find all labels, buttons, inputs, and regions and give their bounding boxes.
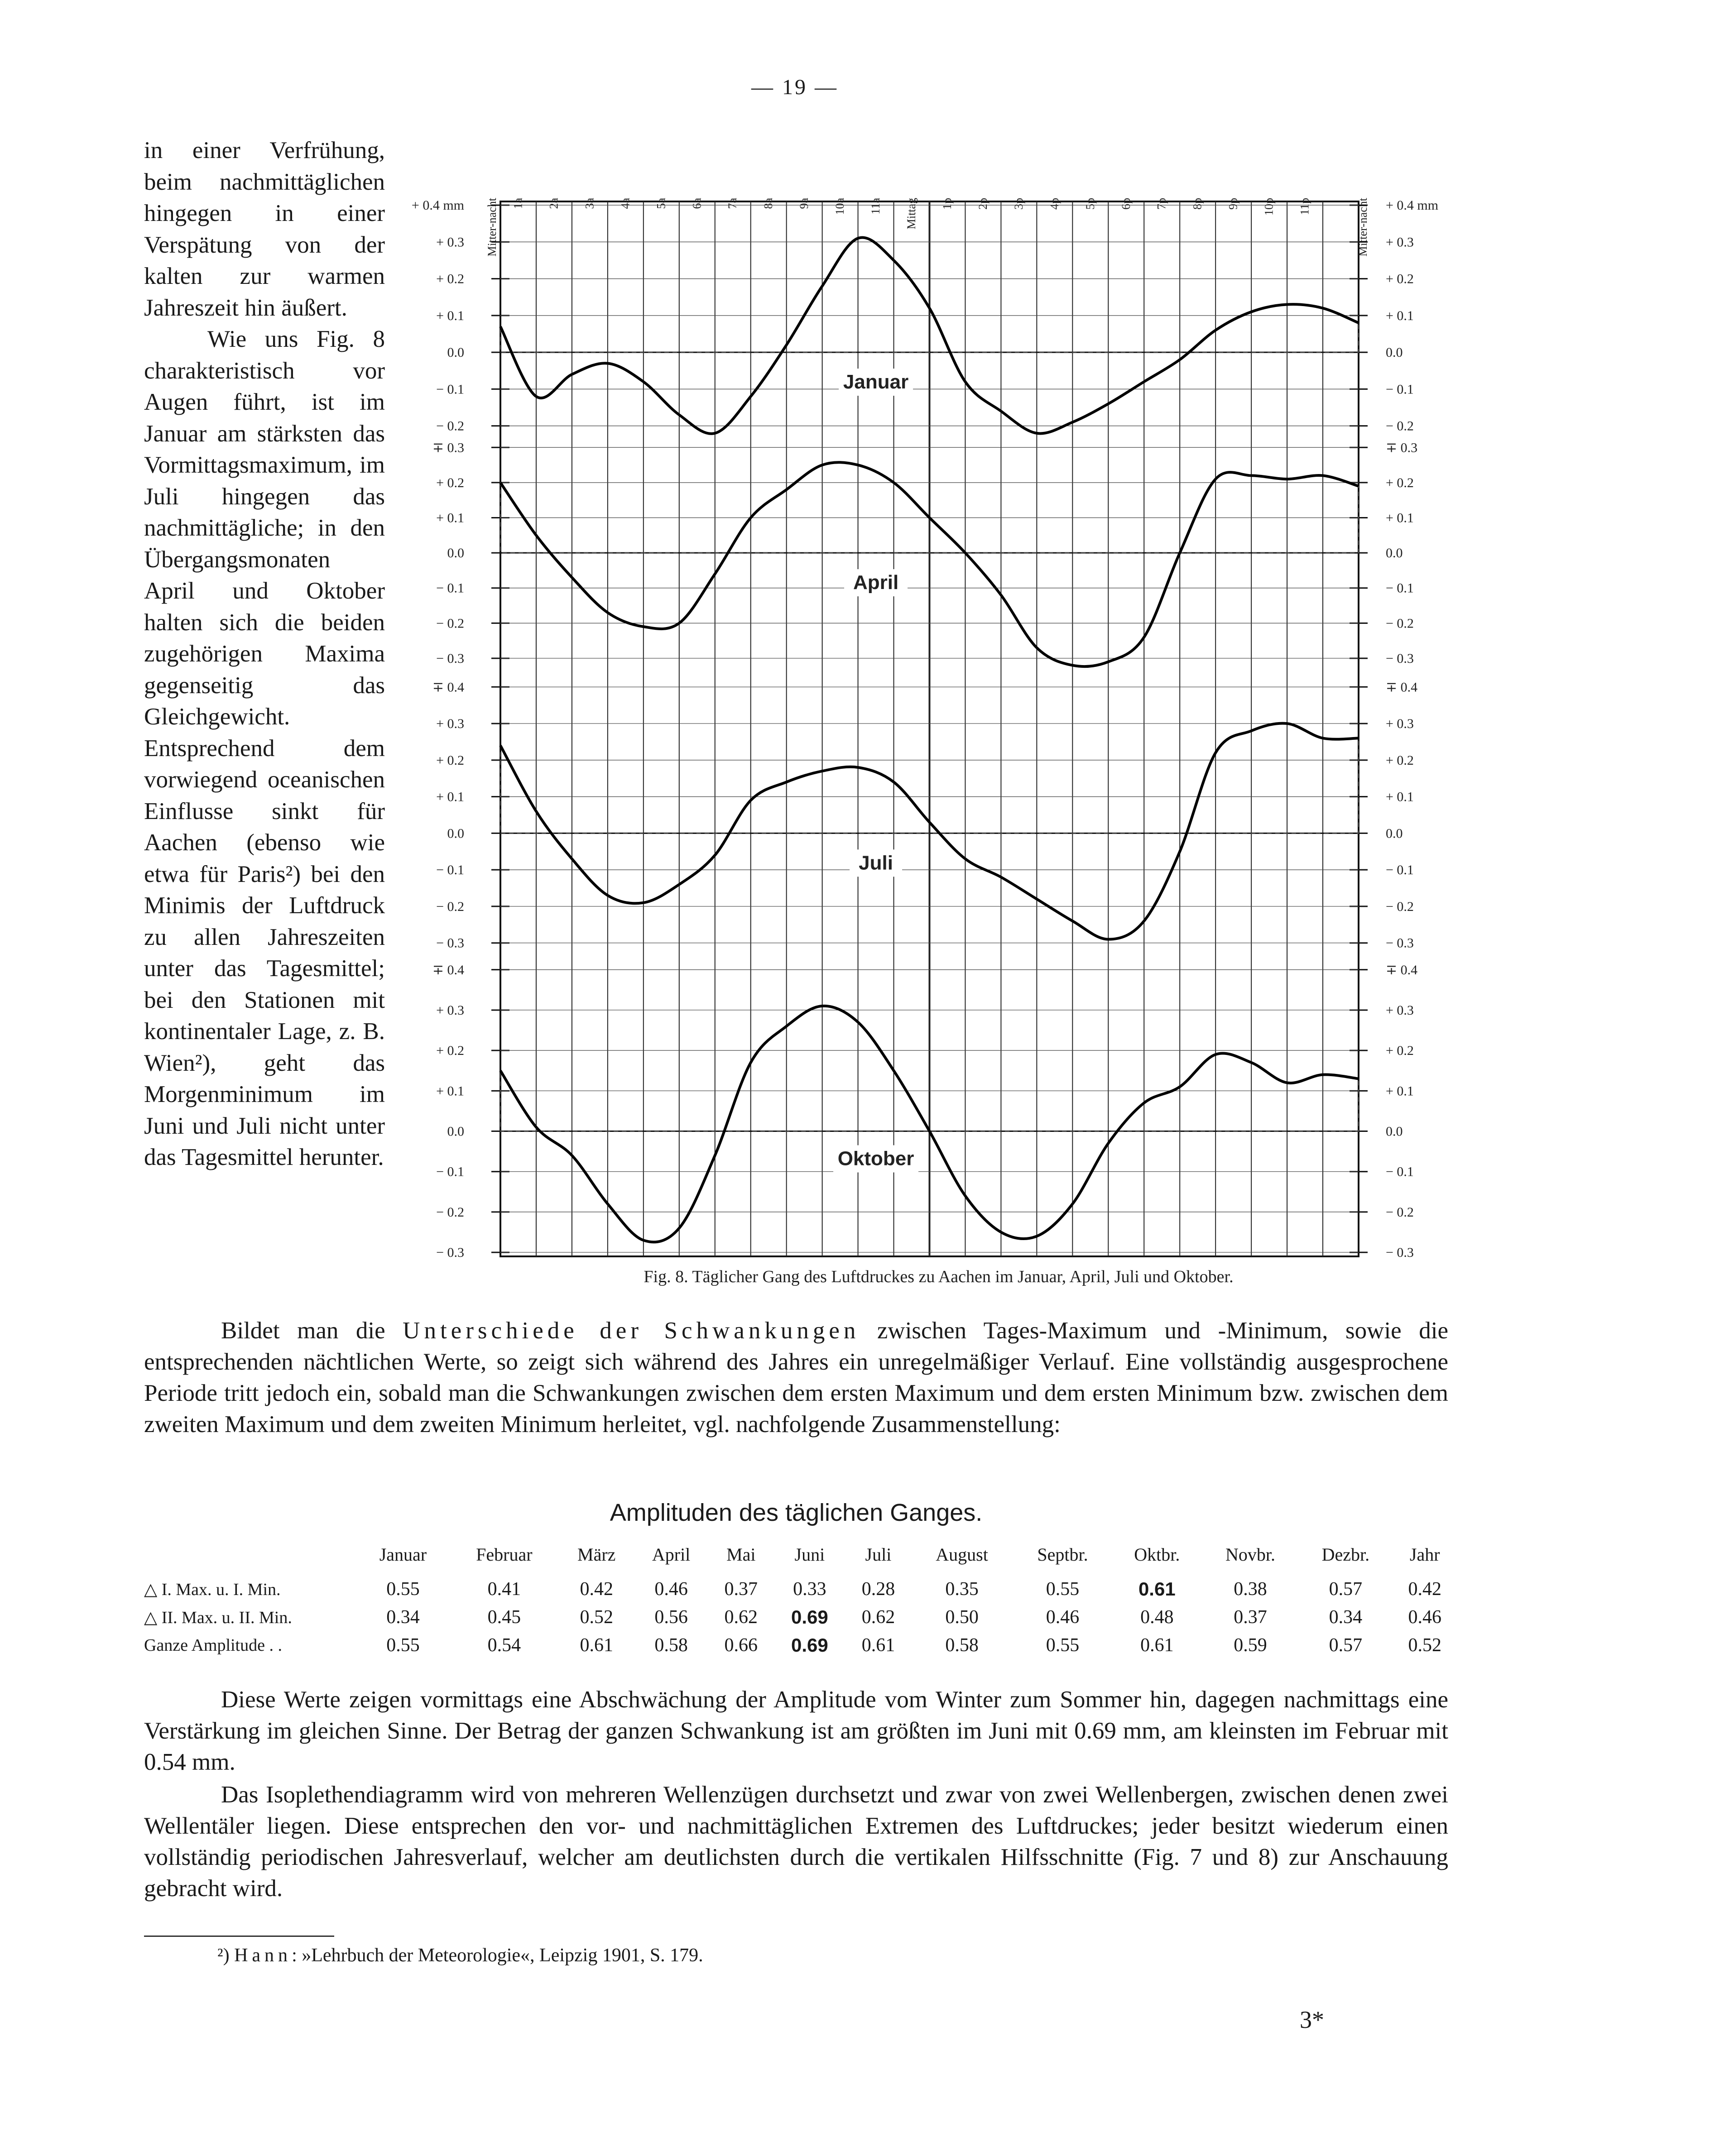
paragraph-2: Diese Werte zeigen vormittags eine Abschwächung der Amplitude vom Winter zum Sommer hin, dagegen nachmittags eine Verstärkung im gleichen Sinne. Der Betrag der ganzen Schwankung ist am größten im Juni mit 0.69 mm, am kleinsten im Februar mit 0.54 mm.	[144, 1686, 1448, 1775]
column-header: Jahr	[1409, 1544, 1440, 1565]
table-cell: 0.58	[945, 1635, 979, 1656]
column-header: Mai	[726, 1544, 756, 1565]
footnote-marker: ²)	[217, 1945, 235, 1966]
hour-label: 11a	[869, 198, 883, 215]
y-tick-label: − 0.2	[436, 418, 464, 434]
hour-label: 10p	[1262, 198, 1276, 216]
y-tick-label: + 0.3	[436, 1002, 464, 1018]
table-cell: 0.34	[386, 1607, 420, 1628]
hour-label: 2a	[547, 198, 561, 209]
paragraph-1-lead: Bildet man die	[221, 1318, 403, 1344]
y-tick-label-right: + 0.1	[1386, 1083, 1414, 1099]
y-tick-label-right: ∓ 0.4	[1386, 680, 1418, 695]
hour-label: 1a	[511, 198, 525, 209]
hour-label: Mittag	[905, 198, 918, 230]
y-tick-label-right: + 0.2	[1386, 271, 1414, 287]
y-tick-label: + 0.2	[436, 271, 464, 287]
table-cell: 0.59	[1234, 1635, 1267, 1656]
column-header: Februar	[476, 1544, 533, 1565]
signature-mark: 3*	[1300, 2006, 1324, 2033]
paragraph-unterschiede	[144, 1315, 1448, 1440]
y-tick-label-right: − 0.1	[1386, 1164, 1414, 1179]
y-tick-label-right: + 0.2	[1386, 1043, 1414, 1059]
table-cell: 0.57	[1329, 1635, 1363, 1656]
table-cell: 0.55	[1046, 1579, 1080, 1600]
hour-label: 5p	[1083, 198, 1097, 210]
panel-label-oktober: Oktober	[837, 1147, 914, 1170]
table-cell: 0.45	[487, 1607, 521, 1628]
y-tick-label: + 0.2	[436, 1043, 464, 1059]
y-tick-label-right: ∓ 0.3	[1386, 440, 1418, 455]
column-header: Juni	[794, 1544, 825, 1565]
footnote-text: : »Lehrbuch der Meteorologie«, Leipzig 1901, S. 179.	[292, 1945, 703, 1966]
page-number: — 19 —	[751, 75, 838, 99]
table-cell: 0.42	[1408, 1579, 1441, 1600]
table-cell: 0.41	[487, 1579, 521, 1600]
y-tick-label-right: 0.0	[1386, 546, 1403, 561]
table-cell: 0.46	[654, 1579, 688, 1600]
table-cell: 0.56	[654, 1607, 688, 1628]
table-cell: 0.52	[1408, 1635, 1441, 1656]
table-cell: 0.46	[1046, 1607, 1080, 1628]
table-cell: 0.69	[791, 1606, 828, 1628]
y-tick-label-right: 0.0	[1386, 345, 1403, 360]
hour-label: 3a	[583, 198, 596, 209]
table-cell: 0.46	[1408, 1607, 1441, 1628]
footnote-author: Hann	[234, 1945, 292, 1966]
column-header: April	[652, 1544, 691, 1565]
hour-label: 7a	[726, 198, 740, 209]
table-cell: 0.35	[945, 1579, 979, 1600]
paragraph-werte	[144, 1684, 1448, 1778]
y-tick-label-right: + 0.4 mm	[1386, 198, 1439, 213]
y-tick-label-right: − 0.2	[1386, 899, 1414, 914]
y-tick-label: − 0.2	[436, 899, 464, 914]
column-header: Oktbr.	[1134, 1544, 1180, 1565]
y-tick-label-right: ∓ 0.4	[1386, 962, 1418, 977]
y-tick-label-right: − 0.2	[1386, 418, 1414, 434]
y-tick-label: 0.0	[447, 546, 464, 561]
y-tick-label: − 0.2	[436, 616, 464, 631]
y-tick-label: − 0.2	[436, 1204, 464, 1220]
table-cell: 0.61	[1140, 1635, 1174, 1656]
column-header: März	[577, 1544, 616, 1565]
y-tick-label-right: − 0.1	[1386, 862, 1414, 878]
hour-label: Mitter-nacht	[485, 198, 499, 257]
y-tick-label-right: − 0.3	[1386, 1245, 1414, 1260]
side-paragraph-1: in einer Verfrühung, beim nachmittäglichen hingegen in einer Verspätung von der kalten zur warmen Jahreszeit hin äußert.	[144, 137, 385, 321]
y-tick-label-right: + 0.1	[1386, 510, 1414, 526]
y-tick-label: + 0.1	[436, 510, 464, 526]
side-paragraph-2: Wie uns Fig. 8 charakteristisch vor Augen führt, ist im Januar am stärksten das Vormittagsmaximum, im Juli hingegen das nachmittägliche; in den Übergangsmonaten April und Oktober halten sich die beiden zugehörigen Maxima gegenseitig das Gleichgewicht. Entsprechend dem vorwiegend oceanischen Einflusse sinkt für Aachen (ebenso wie etwa für Paris²) bei den Minimis der Luftdruck zu allen Jahreszeiten unter das Tagesmittel; bei den Stationen mit kontinentaler Lage, z. B. Wien²), geht das Morgenminimum im Juni und Juli nicht unter das Tagesmittel herunter.	[144, 326, 385, 1170]
y-tick-label: + 0.3	[436, 716, 464, 732]
y-tick-label: + 0.1	[436, 1083, 464, 1099]
y-tick-label: − 0.1	[436, 862, 464, 878]
y-tick-label: − 0.3	[436, 1245, 464, 1260]
amplitude-table-body	[144, 1575, 1457, 1659]
y-tick-label-right: 0.0	[1386, 1124, 1403, 1139]
y-tick-label: − 0.1	[436, 580, 464, 596]
y-tick-label: − 0.3	[436, 651, 464, 666]
panel-label-juli: Juli	[859, 852, 893, 874]
table-row	[144, 1575, 1457, 1603]
footnote	[217, 1945, 703, 1966]
figure-caption: Fig. 8. Täglicher Gang des Luftdruckes zu Aachen im Januar, April, Juli und Oktober.	[644, 1267, 1234, 1286]
table-cell: 0.37	[1234, 1607, 1267, 1628]
hour-label: 9p	[1226, 198, 1240, 210]
paragraph-1-rest: zwischen Tages-Maximum und -Minimum, sowie die entsprechenden nächtlichen Werte, so zeigt sich während des Jahres ein unregelmäßiger Verlauf. Eine vollständig ausgesprochene Periode tritt jedoch ein, sobald man die Schwankungen zwischen dem ersten Maximum und dem ersten Minimum bzw. zwischen dem zweiten Maximum und dem zweiten Minimum herleitet, vgl. nachfolgende Zusammenstellung:	[144, 1318, 1448, 1437]
hour-label: 10a	[833, 198, 847, 215]
hour-label: 3p	[1012, 198, 1025, 210]
row-label: △ I. Max. u. I. Min.	[144, 1580, 281, 1599]
column-header: Septbr.	[1037, 1544, 1088, 1565]
amplitude-table-title: Amplituden des täglichen Ganges.	[610, 1499, 983, 1526]
column-header: August	[936, 1544, 988, 1565]
y-tick-label-right: − 0.1	[1386, 580, 1414, 596]
hour-label: 7p	[1155, 198, 1168, 210]
table-cell: 0.61	[861, 1635, 895, 1656]
table-cell: 0.33	[793, 1579, 826, 1600]
y-tick-label-right: + 0.3	[1386, 1002, 1414, 1018]
table-cell: 0.54	[487, 1635, 521, 1656]
column-header: Juli	[865, 1544, 892, 1565]
y-tick-label-right: + 0.3	[1386, 716, 1414, 732]
panel-label-april: April	[853, 571, 899, 594]
table-cell: 0.37	[724, 1579, 758, 1600]
table-cell: 0.48	[1140, 1607, 1174, 1628]
row-label: Ganze Amplitude . .	[144, 1636, 282, 1655]
y-tick-label-right: + 0.2	[1386, 752, 1414, 768]
hour-label: 6a	[690, 198, 704, 209]
paragraph-1-spaced: Unterschiede der Schwankungen	[403, 1318, 860, 1344]
y-tick-label-right: − 0.3	[1386, 651, 1414, 666]
table-cell: 0.58	[654, 1635, 688, 1656]
y-tick-label-right: + 0.1	[1386, 308, 1414, 323]
column-header: Dezbr.	[1321, 1544, 1370, 1565]
y-tick-label-right: 0.0	[1386, 826, 1403, 841]
panel-label-januar: Januar	[843, 371, 909, 393]
hour-label: 11p	[1298, 198, 1311, 216]
table-cell: 0.55	[386, 1635, 420, 1656]
y-tick-label-right: − 0.1	[1386, 382, 1414, 397]
y-tick-label: 0.0	[447, 345, 464, 360]
amplitude-table-header	[144, 1544, 1457, 1575]
paragraph-3: Das Isoplethendiagramm wird von mehreren Wellenzügen durchsetzt und zwar von zwei Wellenbergen, zwischen denen zwei Wellentäler liegen. Diese entsprechen den vor- und nachmittäglichen Extremen des Luftdruckes; jeder besitzt wiederum einen vollständig periodischen Jahresverlauf, welcher am deutlichsten durch die vertikalen Hilfsschnitte (Fig. 7 und 8) zur Anschauung gebracht wird.	[144, 1782, 1448, 1902]
footnote-rule	[144, 1936, 334, 1937]
y-tick-label: 0.0	[447, 826, 464, 841]
table-cell: 0.50	[945, 1607, 979, 1628]
y-tick-label-right: − 0.2	[1386, 1204, 1414, 1220]
table-cell: 0.69	[791, 1634, 828, 1656]
y-tick-label: + 0.1	[436, 789, 464, 805]
table-row	[144, 1631, 1457, 1659]
table-cell: 0.55	[386, 1579, 420, 1600]
y-tick-label-right: + 0.3	[1386, 235, 1414, 250]
y-tick-label: ∓ 0.4	[432, 680, 464, 695]
y-tick-label: − 0.1	[436, 382, 464, 397]
table-cell: 0.62	[861, 1607, 895, 1628]
table-cell: 0.42	[580, 1579, 613, 1600]
y-tick-label-right: + 0.1	[1386, 789, 1414, 805]
y-tick-label-right: + 0.2	[1386, 475, 1414, 490]
figure-8-chart	[385, 109, 1476, 1304]
hour-label: 4a	[619, 198, 632, 209]
table-cell: 0.28	[861, 1579, 895, 1600]
table-cell: 0.52	[580, 1607, 613, 1628]
y-tick-label: 0.0	[447, 1124, 464, 1139]
y-tick-label: + 0.4 mm	[411, 198, 464, 213]
hour-label: 8a	[762, 198, 775, 209]
y-tick-label: − 0.3	[436, 935, 464, 951]
y-tick-label: + 0.1	[436, 308, 464, 323]
hour-label: 1p	[940, 198, 954, 210]
y-tick-label: + 0.3	[436, 235, 464, 250]
row-label: △ II. Max. u. II. Min.	[144, 1608, 292, 1627]
table-row	[144, 1603, 1457, 1631]
table-cell: 0.34	[1329, 1607, 1363, 1628]
y-tick-label: ∓ 0.4	[432, 962, 464, 977]
hour-label: 4p	[1047, 198, 1061, 210]
table-cell: 0.57	[1329, 1579, 1363, 1600]
hour-label: 5a	[654, 198, 668, 209]
table-cell: 0.61	[1138, 1578, 1176, 1600]
hour-label: 6p	[1119, 198, 1133, 210]
hour-label: 2p	[976, 198, 989, 210]
y-tick-label: + 0.2	[436, 475, 464, 490]
paragraph-isoplethen	[144, 1779, 1448, 1904]
y-tick-label-right: − 0.2	[1386, 616, 1414, 631]
hour-label: 8p	[1191, 198, 1204, 210]
column-header: Novbr.	[1225, 1544, 1275, 1565]
table-cell: 0.38	[1234, 1579, 1267, 1600]
y-tick-label-right: − 0.3	[1386, 935, 1414, 951]
side-column-text	[144, 135, 385, 1174]
amplitude-table	[144, 1544, 1457, 1659]
amplitude-table-corner	[144, 1544, 357, 1575]
column-header: Januar	[379, 1544, 427, 1565]
table-cell: 0.55	[1046, 1635, 1080, 1656]
table-cell: 0.66	[724, 1635, 758, 1656]
y-tick-label: − 0.1	[436, 1164, 464, 1179]
y-tick-label: ∓ 0.3	[432, 440, 464, 455]
table-cell: 0.62	[724, 1607, 758, 1628]
hour-label: Mitter-nacht	[1356, 198, 1369, 257]
y-tick-label: + 0.2	[436, 752, 464, 768]
table-cell: 0.61	[580, 1635, 613, 1656]
hour-label: 9a	[797, 198, 811, 209]
